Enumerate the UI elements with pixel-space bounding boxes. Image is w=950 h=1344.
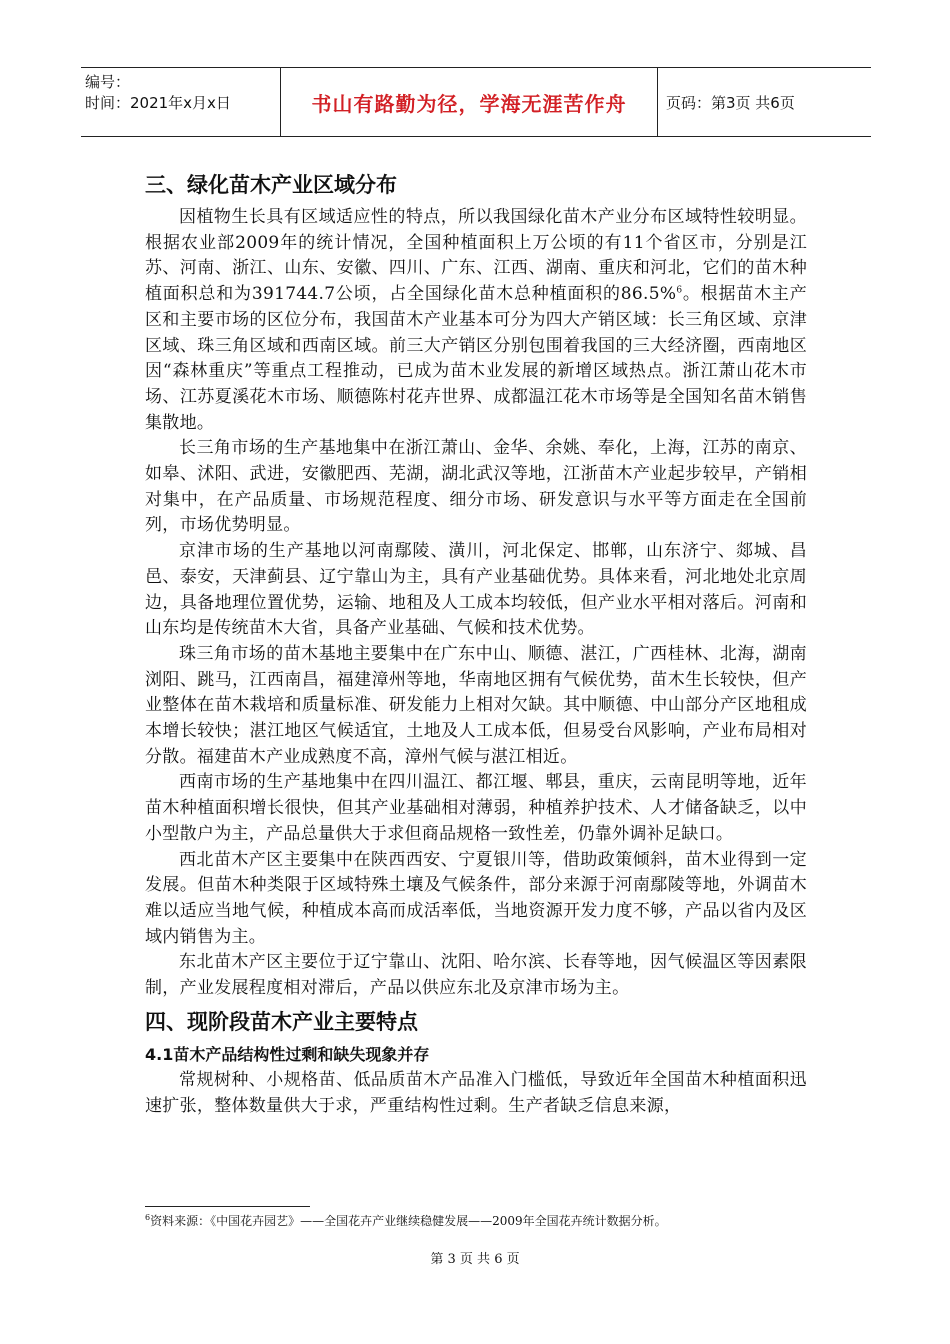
header-page-label: 页码：第3页 共6页 bbox=[666, 93, 795, 112]
section-3-paragraph-7: 东北苗木产区主要位于辽宁靠山、沈阳、哈尔滨、长春等地，因气候温区等因素限制，产业发展程度相对滞后，产品以供应东北及京津市场为主。 bbox=[145, 952, 807, 999]
paragraph-text: 。根据苗木主产区和主要市场的区位分布，我国苗木产业基本可分为四大产销区域：长三角区域、京津区域、珠三角区域和西南区域。前三大产销区分别包围着我国的三大经济圈，西南地区因“森林重庆”等重点工程推动，已成为苗木业发展的新增区域热点。浙江萧山花木市场、江苏夏溪花木市场、顺德陈村花卉世界、成都温江花木市场等是全国知名苗木销售集散地。 bbox=[145, 284, 807, 433]
section-3-paragraph-6: 西北苗木产区主要集中在陕西西安、宁夏银川等，借助政策倾斜，苗木业得到一定发展。但苗木种类限于区域特殊土壤及气候条件，部分来源于河南鄢陵等地，外调苗木难以适应当地气候，种植成本高而成活率低，当地资源开发力度不够，产品以省内及区域内销售为主。 bbox=[145, 849, 807, 947]
serial-label: 编号： bbox=[85, 73, 131, 91]
section-4-title: 四、现阶段苗木产业主要特点 bbox=[145, 1009, 418, 1034]
section-3-paragraph-4: 珠三角市场的苗木基地主要集中在广东中山、顺德、湛江，广西桂林、北海，湖南浏阳、跳马，江西南昌，福建漳州等地，华南地区拥有气候优势，苗木生长较快，但产业整体在苗木栽培和质量标准、研发能力上相对欠缺。其中顺德、中山部分产区地租成本增长较快；湛江地区气候适宜，土地及人工成本低，但易受台风影响，产业布局相对分散。福建苗木产业成熟度不高，漳州气候与湛江相近。 bbox=[145, 643, 807, 767]
footnote-divider bbox=[145, 1206, 310, 1207]
page-footer: 第 3 页 共 6 页 bbox=[430, 1252, 520, 1267]
footnote bbox=[145, 1213, 845, 1229]
date-label: 时间：2021年x月x日 bbox=[85, 94, 231, 112]
footnote-text: 资料来源：《中国花卉园艺》——全国花卉产业继续稳健发展——2009年全国花卉统计数据分析。 bbox=[150, 1214, 667, 1228]
footnote-mark: 6 bbox=[145, 1213, 151, 1222]
header-meta bbox=[81, 68, 281, 136]
document-body bbox=[145, 165, 807, 1119]
section-3-paragraph-2: 长三角市场的生产基地集中在浙江萧山、金华、余姚、奉化，上海，江苏的南京、如皋、沭阳、武进，安徽肥西、芜湖，湖北武汉等地，江浙苗木产业起步较早，产销相对集中，在产品质量、市场规范程度、细分市场、研发意识与水平等方面走在全国前列，市场优势明显。 bbox=[145, 438, 807, 536]
section-4-1-paragraph-1: 常规树种、小规格苗、低品质苗木产品准入门槛低，导致近年全国苗木种植面积迅速扩张，整体数量供大于求，严重结构性过剩。生产者缺乏信息来源， bbox=[145, 1069, 807, 1116]
footnote-ref[interactable]: 6 bbox=[676, 285, 683, 296]
paragraph-text: 因植物生长具有区域适应性的特点，所以我国绿化苗木产业分布区域特性较明显。根据农业部2009年的统计情况，全国种植面积上万公顷的有11个省区市，分别是江苏、河南、浙江、山东、安徽、四川、广东、江西、湖南、重庆和河北，它们的苗木种植面积总和为391744.7公顷，占全国绿化苗木总种植面积的86.5% bbox=[145, 207, 807, 305]
section-3-paragraph-1 bbox=[145, 205, 807, 436]
section-3-paragraph-3: 京津市场的生产基地以河南鄢陵、潢川，河北保定、邯郸，山东济宁、郯城、昌邑、泰安，天津蓟县、辽宁靠山为主，具有产业基础优势。具体来看，河北地处北京周边，具备地理位置优势，运输、地租及人工成本均较低，但产业水平相对落后。河南和山东均是传统苗木大省，具备产业基础、气候和技术优势。 bbox=[145, 541, 807, 639]
section-4-1-title: 4.1苗木产品结构性过剩和缺失现象并存 bbox=[145, 1044, 430, 1064]
section-3-paragraph-5: 西南市场的生产基地集中在四川温江、都江堰、郫县，重庆，云南昆明等地，近年苗木种植面积增长很快，但其产业基础相对薄弱，种植养护技术、人才储备缺乏，以中小型散户为主，产品总量供大于求但商品规格一致性差，仍靠外调补足缺口。 bbox=[145, 772, 807, 844]
section-3-title: 三、绿化苗木产业区域分布 bbox=[145, 173, 397, 197]
page-header bbox=[81, 67, 871, 137]
header-motto: 书山有路勤为径，学海无涯苦作舟 bbox=[281, 68, 658, 136]
